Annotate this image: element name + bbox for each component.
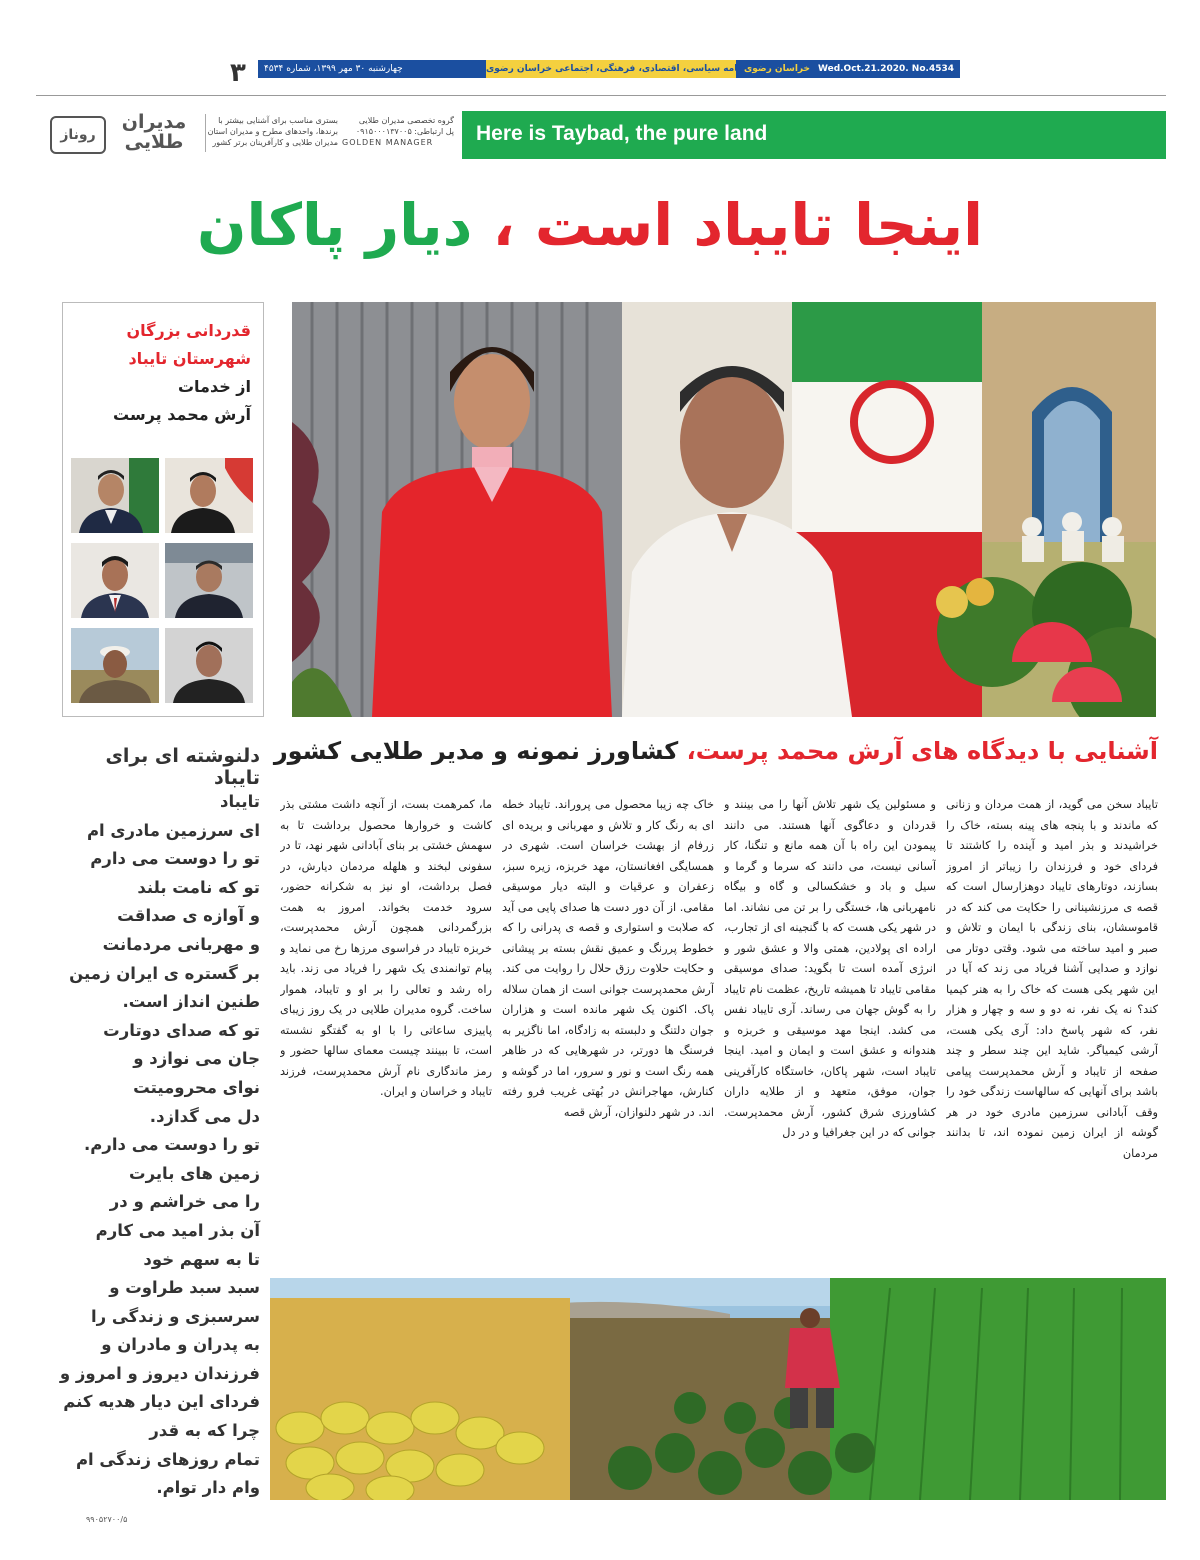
poem-line: وام دار توام. — [156, 1478, 260, 1498]
logo-divider — [205, 114, 206, 152]
portrait-photo — [165, 458, 253, 533]
header-bar — [258, 60, 960, 78]
logo-desc-line: برندها، واحدهای مطرح و مدیران استان — [207, 127, 338, 136]
poem-line: تمام روزهای زندگی ام — [75, 1449, 260, 1469]
poem-line: سبد سبد طراوت و — [109, 1278, 260, 1298]
logo-group-line: گروه تخصصی مدیران طلایی — [358, 116, 454, 125]
poem-line: و آوازه ی صداقت — [117, 906, 260, 926]
poem-line: تو را دوست می دارم. — [84, 1135, 260, 1155]
appreciation-line4: آرش محمد پرست — [113, 405, 251, 424]
title-green-part: دیار پاکان — [196, 191, 473, 259]
poem-line: چرا که به قدر — [149, 1421, 260, 1441]
poem-line: تو را دوست می دارم — [90, 849, 260, 869]
article-column-4: ما، کمرهمت بست، از آنچه داشت مشتی بذر کاشت و خروارها محصول برداشت تا به سهمش خشتی بر بنای آبادانی شهر نهد، تا در سفونی لبخند و هلهله مردمان دیارش، در فصل برداشت، او نیز به شکرانه حضور، سرود خدمت بخواند. امروز به همت بزرگمردانی همچون آرش محمدپرست، خربزه تایباد در فراسوی مرزها رخ می نماید و پیام توانمندی یک شهر را فریاد می زند. باید راه رشد و تعالی را بر او و تایباد، هموار ساخت. گروه مدیران طلایی در یک روز زیبای پاییزی ساعاتی را با او به گفتگو نشسته است، تا ببینند چیست معمای سالها حضور و رمز ماندگاری نام آرش محمدپرست، فرزند تایباد و خراسان و ایران. — [280, 798, 492, 1098]
article-column-2: و مسئولین یک شهر تلاش آنها را می بینند و قدردان و دعاگوی آنها هستند. می دانند پیمودن این راه با آن همه مانع و تنگنا، کار آسانی نیست، می دانند که سرما و گرما و سیل و باد و خشکسالی و گاه و بیگاه نامهربانی ها، خستگی را بر تن می نشاند. اما در شهر یکی هست که با گنجینه ای از تجارب، اراده ای پولادین، همتی والا و عشق شور و انرژی آمده است تا بگوید: صدای موسیقی مقامی تایباد تا همیشه تاریخ، عظمت نام تایباد را به گوش جهان می رساند. آری تایباد نفس می کشد. اینجا مهد موسیقی و خربزه و هندوانه و عشق است و ایمان و امید. اینجا تایباد است، شهر پاکان، خاستگاه کارآفرینی جوان، موفق، متعهد و از طلایه داران کشاورزی شرق کشور، آرش محمدپرست. جوانی که در این جغرافیا و در دل — [724, 798, 936, 1139]
farm-photo — [270, 1278, 1166, 1500]
logo-group-line: GOLDEN MANAGER — [342, 138, 434, 147]
poem-line: نوای محرومیتت — [133, 1077, 260, 1097]
poem-line: دل می گدازد. — [149, 1106, 260, 1126]
portrait-photo — [165, 543, 253, 618]
poem-line: سرسبزی و زندگی را — [91, 1306, 260, 1326]
header-rule — [36, 95, 1166, 96]
golden-manager-logo — [50, 112, 200, 154]
article-subtitle — [273, 737, 1158, 765]
poem-line: بر گستره ی ایران زمین — [69, 963, 260, 983]
logo-description — [208, 115, 338, 148]
header-date-en: Wed.Oct.21.2020. No.4534 — [817, 64, 954, 74]
footer-code: ۹۹۰۵۲۷۰۰/۵ — [86, 1515, 128, 1524]
poem-line: فردای این دیار هدیه کنم — [63, 1392, 260, 1412]
subtitle-red-part: آشنایی با دیدگاه های آرش محمد پرست، — [686, 737, 1158, 765]
article-column-1: تایباد سخن می گوید، از همت مردان و زنانی که ماندند و با پنجه های پینه بسته، خاک را خراشیدند و بذر امید و آینده را کاشتند تا فردای خود و فرزندان را زیباتر از امروز بسازند، دوتارهای تایباد دوهزارسال است که قصه ی مرزنشینانی را حکایت می کند که در قاموسشان، بنای زندگی با ایمان و تلاش و صبر و امید ساخته می شود. وقتی دوتار می نوازد و صدایی آشنا فریاد می زند که آیا در این شهر یکی هست که خاک را به هنر کیمیا کند؟ نه یک نفر، نه دو و سه و چهار و هزار نفر، که شهر پاسخ داد: آری یکی هست، آرشی کیمیاگر. شاید این چند سطر و چند صفحه از تایباد و آرش محمدپرست پیامی باشد برای آنهایی که سالهاست زندگی خود را وقف آبادانی سرزمین مادری خود در هر گوشه از ایران زمین نموده اند، تا بدانند مردمان — [946, 798, 1158, 1160]
header-paper-name: خراسان رضوی — [744, 64, 810, 74]
poem-line: جان می نوازد و — [133, 1049, 260, 1069]
appreciation-box — [62, 302, 264, 717]
poem-line: تو که صدای دوتارت — [103, 1020, 260, 1040]
logo-desc-line: مدیران طلایی و کارآفرینان برتر کشور — [212, 138, 338, 147]
header-tagline: روزنامه سیاسی، اقتصادی، فرهنگی، اجتماعی خراسان رضوی — [486, 60, 736, 78]
hero-photo — [292, 302, 1156, 717]
title-red-part: اینجا تایباد است ، — [492, 191, 984, 259]
poem-line: تایباد — [220, 792, 260, 811]
english-banner — [462, 111, 1166, 159]
logo-line2: طلایی — [124, 131, 184, 153]
appreciation-line3: از خدمات — [177, 377, 251, 396]
poem-line: و مهربانی مردمانت — [102, 934, 260, 954]
subtitle-black-part: کشاورز نمونه و مدیر طلایی کشور — [273, 737, 679, 765]
poem-title: دلنوشته ای برای تایباد — [105, 745, 260, 789]
poem-line: طنین انداز است. — [122, 992, 260, 1012]
poem — [60, 788, 260, 1503]
poem-line: تو که نامت بلند — [137, 877, 260, 897]
logo-group-line: پل ارتباطی: ۰۹۱۵۰۰۰۱۳۷۰۰۵ — [355, 127, 454, 136]
portrait-photo — [71, 458, 159, 533]
logo-desc-line: بستری مناسب برای آشنایی بیشتر با — [218, 116, 338, 125]
logo-line1: مدیران — [121, 111, 187, 133]
poem-line: آن بذر امید می کارم — [95, 1220, 260, 1240]
page-number: ۳ — [230, 58, 246, 88]
header-date-fa: چهارشنبه ۳۰ مهر ۱۳۹۹، شماره ۴۵۳۴ — [264, 64, 403, 74]
main-title — [150, 185, 1030, 265]
logo-contact — [342, 115, 454, 148]
poem-line: تا به سهم خود — [143, 1249, 260, 1269]
article-column-3: خاک چه زیبا محصول می پروراند. تایباد خطه ای به رنگ کار و تلاش و مهربانی و بریده ای زرفام از بهشت خراسان است. شهری در همسایگی افغانستان، مهد خربزه، زیره سبز، زعفران و عرقیات و البته دیار موسیقی مقامی. از آن دور دست ها صدای پایی می آید که صلابت و استواری و قصه ی پدرانی را که خطوط پررنگ و عمیق نقش بسته بر پیشانی و حکایت حلاوت رزق حلال را روایت می کند. آرش محمدپرست جوانی است از همان سلاله پاک. اکنون یک شهر مانده است و هزاران جوان دلتنگ و دلبسته به زادگاه، اما ناگزیر به فرسنگ ها دورتر، در شهرهایی که در ظاهر همه رنگ است و نور و سرور، اما در گوشه و کنارش، مهاجرانش در بُهتی غریب فرو رفته اند. در شهر دلنوازان، آرش قصه — [502, 798, 714, 1119]
poem-line: را می خراشم و در — [109, 1192, 260, 1212]
poem-line: فرزندان دیروز و امروز و — [59, 1363, 260, 1383]
portrait-photo — [71, 628, 159, 703]
poem-line: زمین های بایرت — [129, 1163, 260, 1183]
appreciation-line1: قدردانی بزرگان — [126, 321, 251, 340]
poem-line: به پدران و مادران و — [101, 1335, 260, 1355]
poem-line: ای سرزمین مادری ام — [86, 820, 260, 840]
banner-text: Here is Taybad, the pure land — [476, 122, 768, 145]
portrait-photo — [71, 543, 159, 618]
logo-side-mark: روناز — [50, 116, 106, 154]
appreciation-line2: شهرستان تایباد — [128, 349, 251, 368]
portrait-photo — [165, 628, 253, 703]
